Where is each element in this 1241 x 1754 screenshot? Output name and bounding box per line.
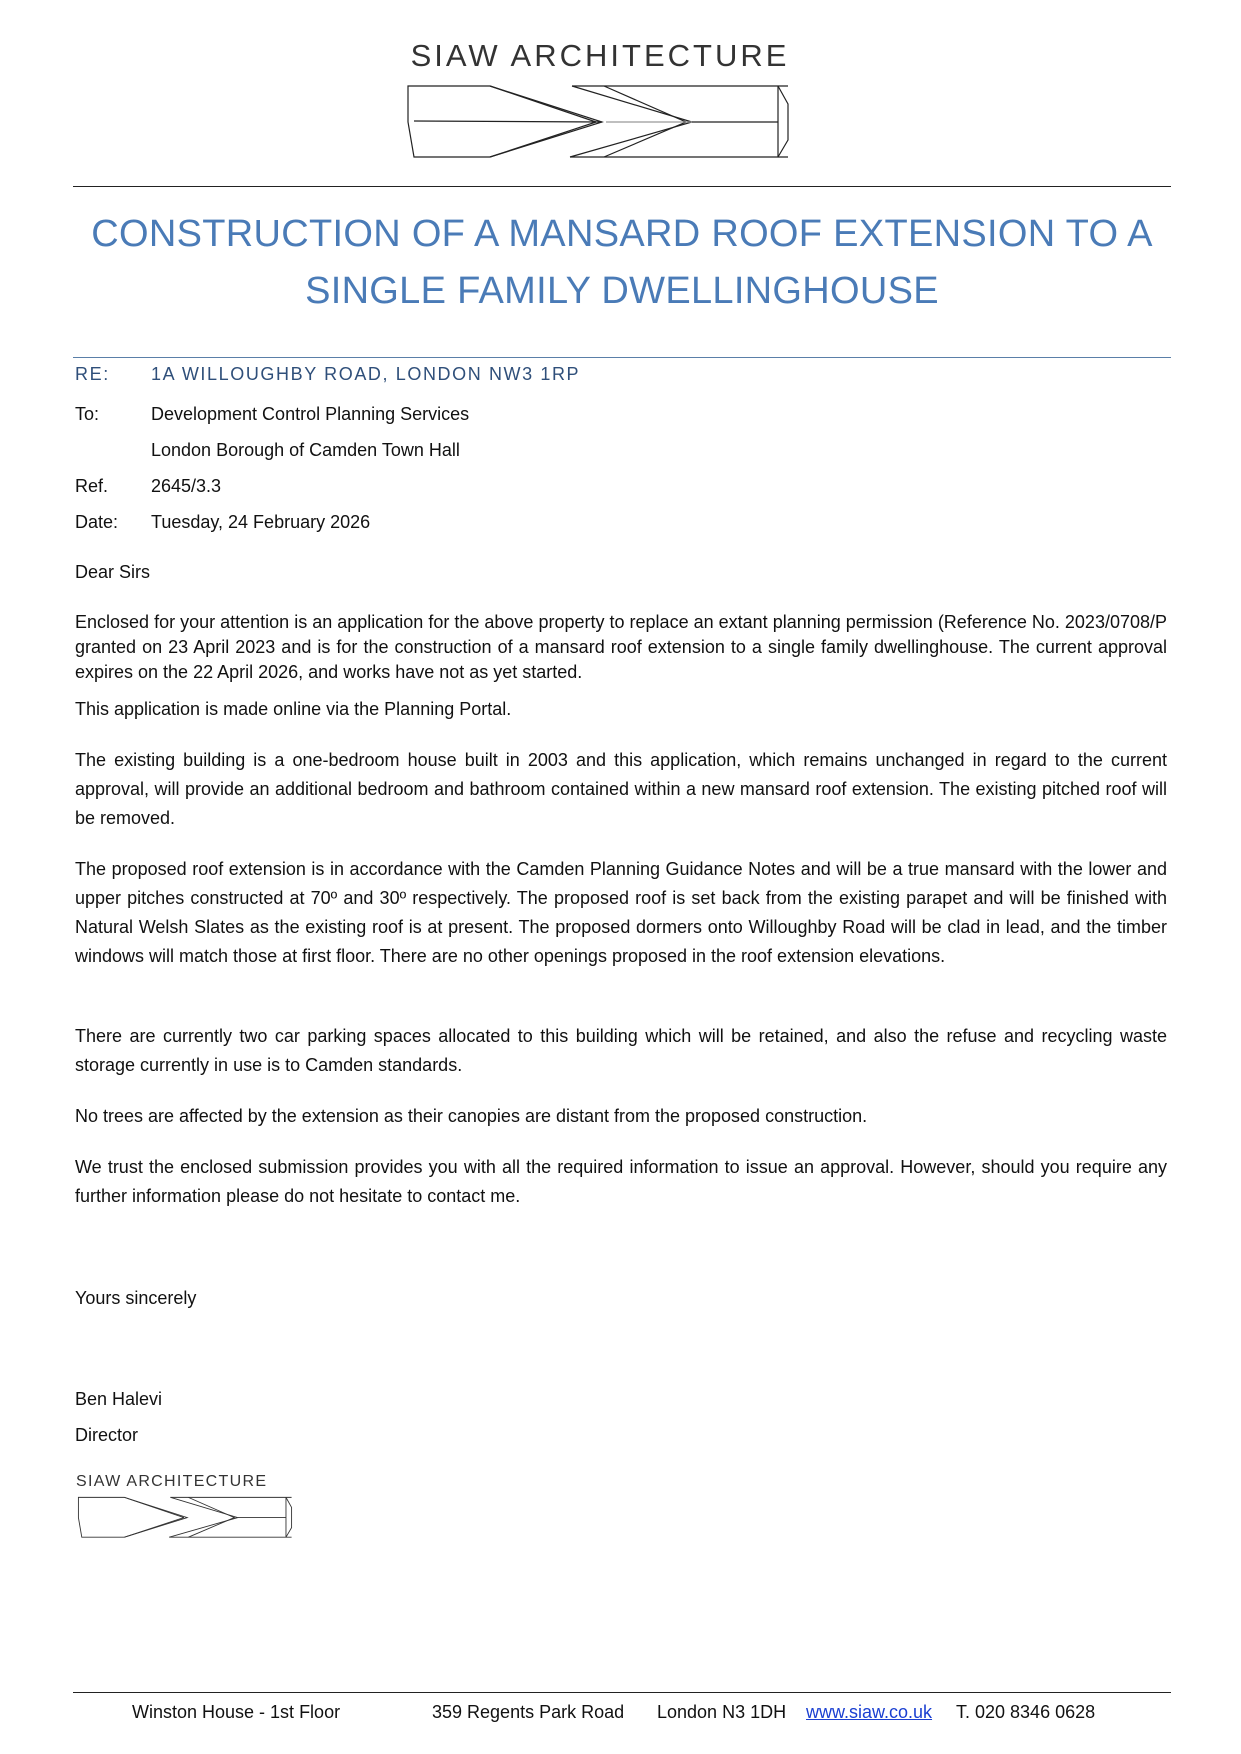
ref-label: Ref. bbox=[75, 476, 109, 496]
re-label: RE: bbox=[75, 364, 110, 384]
paragraph-7: We trust the enclosed submission provides you with all the required information to issue an approval. However, should you require any further information please do not hesitate to contact me. bbox=[75, 1157, 1167, 1206]
paragraph-2: This application is made online via the Planning Portal. bbox=[75, 699, 512, 719]
re-line bbox=[75, 364, 581, 385]
footer-website-link[interactable]: www.siaw.co.uk bbox=[806, 1702, 933, 1722]
to-label: To: bbox=[75, 404, 100, 424]
footer-address-3: London N3 1DH bbox=[657, 1702, 787, 1722]
re-address: 1A WILLOUGHBY ROAD, LONDON NW3 1RP bbox=[151, 364, 581, 384]
footer-address-1: Winston House - 1st Floor bbox=[132, 1702, 341, 1722]
ref-value: 2645/3.3 bbox=[151, 476, 222, 496]
signature-logo-arrows-icon bbox=[76, 1494, 294, 1540]
logo-wordmark: SIAW ARCHITECTURE bbox=[410, 38, 790, 73]
page-title-line-2: SINGLE FAMILY DWELLINGHOUSE bbox=[305, 270, 939, 312]
to-line-1: Development Control Planning Services bbox=[151, 404, 470, 424]
to-line-2: London Borough of Camden Town Hall bbox=[151, 440, 460, 460]
paragraph-1: Enclosed for your attention is an application for the above property to replace an extant planning permission (Reference No. 2023/0708/P granted on 23 April 2023 and is for the construction of a mansard roof extension to a single family dwellinghouse. The current approval expires on the 22 April 2026, and works have not as yet started. bbox=[75, 612, 1167, 682]
title-divider bbox=[73, 357, 1171, 358]
closing: Yours sincerely bbox=[75, 1288, 197, 1308]
date-value: Tuesday, 24 February 2026 bbox=[151, 512, 371, 532]
signatory-title: Director bbox=[75, 1425, 139, 1445]
footer-address-2: 359 Regents Park Road bbox=[432, 1702, 625, 1722]
header-divider bbox=[73, 186, 1171, 187]
signature-logo-wordmark: SIAW ARCHITECTURE bbox=[76, 1473, 268, 1490]
paragraph-4: The proposed roof extension is in accordance with the Camden Planning Guidance Notes and will be a true mansard with the lower and upper pitches constructed at 70º and 30º respectively. The proposed roof is set back from the existing parapet and will be finished with Natural Welsh Slates as the existing roof is at present. The proposed dormers onto Willoughby Road will be clad in lead, and the timber windows will match those at first floor. There are no other openings proposed in the roof extension elevations. bbox=[75, 859, 1167, 966]
paragraph-6: No trees are affected by the extension as their canopies are distant from the proposed construction. bbox=[75, 1106, 868, 1126]
footer-phone: T. 020 8346 0628 bbox=[956, 1702, 1096, 1722]
paragraph-5: There are currently two car parking spaces allocated to this building which will be retained, and also the refuse and recycling waste storage currently in use is to Camden standards. bbox=[75, 1026, 1167, 1075]
signatory-name: Ben Halevi bbox=[75, 1389, 163, 1409]
salutation: Dear Sirs bbox=[75, 562, 151, 582]
footer-divider bbox=[73, 1692, 1171, 1693]
page-title-line-1: CONSTRUCTION OF A MANSARD ROOF EXTENSION TO A bbox=[91, 213, 1153, 255]
paragraph-3: The existing building is a one-bedroom house built in 2003 and this application, which remains unchanged in regard to the current approval, will provide an additional bedroom and bathroom contained within a new mansard roof extension. The existing pitched roof will be removed. bbox=[75, 750, 1167, 828]
date-label: Date: bbox=[75, 512, 119, 532]
logo-arrows-icon bbox=[406, 80, 790, 162]
